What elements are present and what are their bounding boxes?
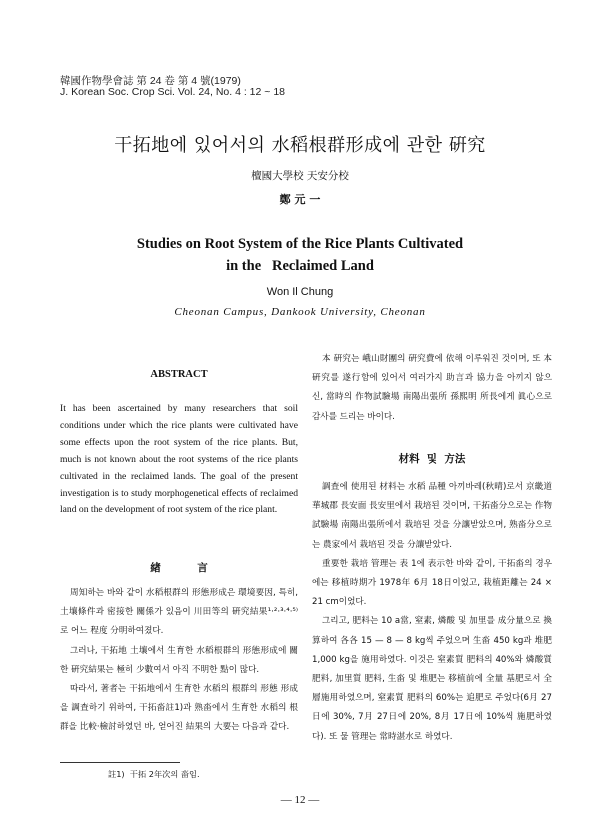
introduction-paragraph-1: 周知하는 바와 같이 水稻根群의 形態形成은 環境要因, 특히, 土壤條件과 密接한 關係가 있음이 川田等의 硏究結果¹·²·³·⁴·⁵⁾로 어느 程度 分明하여졌다. xyxy=(60,588,298,637)
affiliation-korean: 檀國大學校 天安分校 xyxy=(251,170,349,182)
abstract-body: It has been ascertained by many researchers that soil conditions under which the rice plants were cultivated have some effects upon the root system of the rice plants. But, much is not known about the root systems of the rice plants cultivated in the reclaimed lands. The goal of the present investigation is to study morphogenetical effects of reclaimed land on the development of root system of the rice plant. xyxy=(60,403,298,516)
methods-body xyxy=(312,478,552,747)
methods-paragraph-1: 調査에 使用된 材料는 水稻 品種 아끼바레(秋晴)로서 京畿道 華城郡 長安面 長安里에서 栽培된 것이며, 干拓畓分으로는 作物試驗場 南陽出張所에서 栽培된 것을 分讓받았으며, 熟畓分으로는 農家에서 栽培된 것을 分讓받았다. xyxy=(312,482,552,550)
footnote: 註1) 干拓 2年次의 畓임. xyxy=(108,769,200,779)
journal-header-english: J. Korean Soc. Crop Sci. Vol. 24, No. 4 : 12 ~ 18 xyxy=(60,86,286,98)
acknowledgement-section xyxy=(312,350,552,427)
introduction-paragraph-3: 따라서, 著者는 干拓地에서 生育한 水稻의 根群의 形態 形成을 調査하기 위하여, 干拓畓註1)과 熟畓에서 生育한 水稻의 根群을 比較·檢討하였던 바, 얻어진 結果의 大要는 다음과 같다. xyxy=(60,684,298,733)
methods-paragraph-3: 그리고, 肥料는 10 a當, 窒素, 燐酸 및 加里를 成分量으로 換算하여 各各 15 — 8 — 8 kg씩 주었으며 生畓 450 kg과 堆肥 1,000 kg을 施用하였다. 이것은 窒素質 肥料의 40%와 燐酸質 肥料, 加里質 肥料, 生畓 및 堆肥는 移植前에 全量 基肥로서 全層施用하였으며, 窒素質 肥料의 60%는 追肥로 주었다(6月 27日에 30%, 7月 27日에 20%, 8月 17日에 10%씩 施肥하였다). 또 물 管理는 常時湛水로 하였다. xyxy=(312,616,552,742)
page-number: — 12 — xyxy=(280,794,320,806)
acknowledgement-text: 本 硏究는 峨山財團의 硏究費에 依해 이루워진 것이며, 또 本 硏究를 遂行함에 있어서 여러가지 助言과 協力을 아끼지 않으신, 當時의 作物試驗場 南陽出張所 孫熙明 所長에게 眞心으로 감사를 드리는 바이다. xyxy=(312,354,552,422)
introduction-paragraph-2: 그러나, 干拓地 土壤에서 生育한 水稻根群의 形態形成에 關한 硏究結果는 極히 少數여서 아직 不明한 點이 많다. xyxy=(60,645,298,675)
author-english: Won Il Chung xyxy=(266,286,334,298)
affiliation-english: Cheonan Campus, Dankook University, Cheonan xyxy=(174,306,426,318)
introduction-body xyxy=(60,584,298,738)
abstract-heading: ABSTRACT xyxy=(150,369,208,380)
paper-title-korean: 干拓地에 있어서의 水稻根群形成에 관한 硏究 xyxy=(114,135,486,156)
paper-title-english-line1: Studies on Root System of the Rice Plants Cultivated xyxy=(136,236,464,252)
journal-header-korean: 韓國作物學會誌 第 24 卷 第 4 號(1979) xyxy=(60,75,241,87)
methods-paragraph-2: 重要한 栽培 管理는 表 1에 表示한 바와 같이, 干拓畓의 경우에는 移植時期가 1978年 6月 18日이었고, 栽植距離는 24 × 21 cm이었다. xyxy=(312,558,552,608)
introduction-heading: 緖 言 xyxy=(150,562,208,574)
methods-heading: 材料 및 方法 xyxy=(398,453,466,465)
footnote-divider xyxy=(60,762,180,763)
paper-title-english-line2: in the Reclaimed Land xyxy=(226,258,374,274)
author-korean: 鄭 元 一 xyxy=(279,193,321,206)
